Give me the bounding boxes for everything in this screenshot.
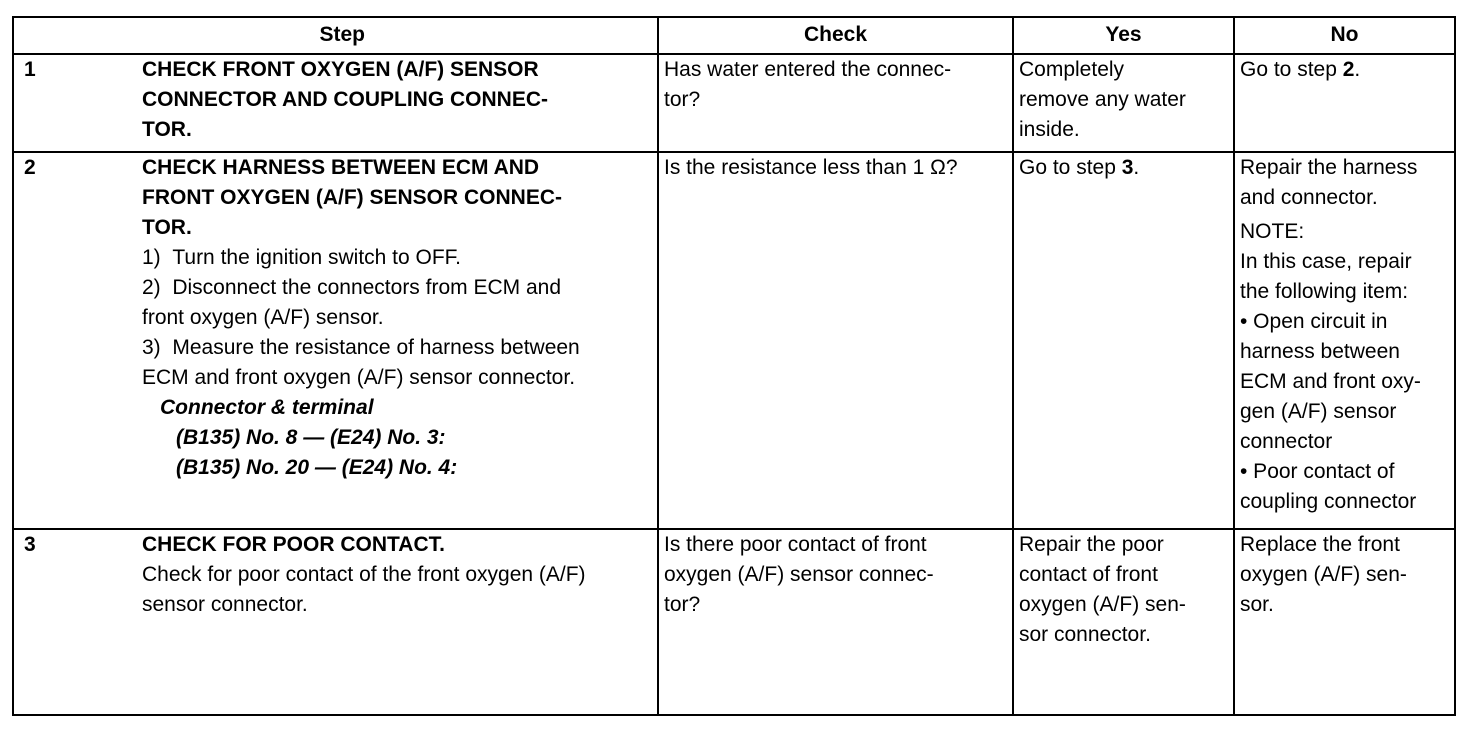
- table-row: [13, 152, 1455, 529]
- note-label: NOTE:: [1240, 220, 1305, 243]
- note-line: In this case, repair: [1240, 250, 1412, 273]
- no-text-line: [1240, 55, 1449, 85]
- note-line: • Poor contact of: [1240, 460, 1395, 483]
- step-number: 1: [24, 58, 36, 81]
- instruction-line: 2) Disconnect the connectors from ECM and: [142, 276, 562, 299]
- header-row: [13, 17, 1455, 54]
- instruction-line: sensor connector.: [142, 593, 308, 616]
- diagnostic-table: [12, 16, 1456, 716]
- header-check: Check: [658, 17, 1013, 54]
- no-text-line: Repair the harness: [1240, 156, 1418, 179]
- step-reference: 3: [1121, 156, 1134, 179]
- instruction-line: ECM and front oxygen (A/F) sensor connector.: [142, 366, 576, 389]
- step-number: 2: [24, 156, 36, 179]
- connector-terminal-line: (B135) No. 20 — (E24) No. 4:: [176, 456, 458, 479]
- table-row: [13, 54, 1455, 152]
- instruction-line: 1) Turn the ignition switch to OFF.: [142, 246, 462, 269]
- yes-text-line: contact of front: [1019, 563, 1158, 586]
- step-title-line: TOR.: [142, 118, 192, 141]
- step-title-line: TOR.: [142, 216, 192, 239]
- instruction-line: Check for poor contact of the front oxygen (A/F): [142, 563, 586, 586]
- check-text-line: Is the resistance less than 1 Ω?: [664, 156, 958, 179]
- note-line: ECM and front oxy-: [1240, 370, 1421, 393]
- no-text-prefix: Go to step: [1240, 58, 1343, 81]
- note-line: coupling connector: [1240, 490, 1417, 513]
- no-text-line: oxygen (A/F) sen-: [1240, 563, 1407, 586]
- step-title-line: CHECK FRONT OXYGEN (A/F) SENSOR: [142, 58, 539, 81]
- connector-terminal-line: (B135) No. 8 — (E24) No. 3:: [176, 426, 446, 449]
- note-line: gen (A/F) sensor: [1240, 400, 1397, 423]
- check-text-line: Is there poor contact of front: [664, 533, 927, 556]
- step-cell: [13, 54, 658, 152]
- no-cell: [1234, 529, 1455, 715]
- step-title-line: FRONT OXYGEN (A/F) SENSOR CONNEC-: [142, 186, 563, 209]
- note-line: the following item:: [1240, 280, 1409, 303]
- yes-text-line: Repair the poor: [1019, 533, 1164, 556]
- check-text-line: tor?: [664, 593, 701, 616]
- table-row: [13, 529, 1455, 715]
- step-title-line: CONNECTOR AND COUPLING CONNEC-: [142, 88, 549, 111]
- no-cell: [1234, 152, 1455, 529]
- step-reference: 2: [1342, 58, 1355, 81]
- step-cell: [13, 152, 658, 529]
- check-text-line: Has water entered the connec-: [664, 58, 952, 81]
- yes-text-prefix: Go to step: [1019, 156, 1122, 179]
- check-cell: [658, 529, 1013, 715]
- yes-text-line: remove any water: [1019, 88, 1186, 111]
- yes-cell: [1013, 54, 1234, 152]
- no-cell: [1234, 54, 1455, 152]
- note-line: connector: [1240, 430, 1333, 453]
- no-text-suffix: .: [1354, 58, 1361, 81]
- step-cell: [13, 529, 658, 715]
- note-line: • Open circuit in: [1240, 310, 1388, 333]
- no-text-line: sor.: [1240, 593, 1274, 616]
- yes-text-line: oxygen (A/F) sen-: [1019, 593, 1186, 616]
- step-title-line: CHECK HARNESS BETWEEN ECM AND: [142, 156, 540, 179]
- yes-text-line: inside.: [1019, 118, 1080, 141]
- check-text-line: oxygen (A/F) sensor connec-: [664, 563, 934, 586]
- yes-cell: [1013, 152, 1234, 529]
- yes-cell: [1013, 529, 1234, 715]
- no-text-line: Replace the front: [1240, 533, 1400, 556]
- check-cell: [658, 152, 1013, 529]
- yes-text-line: Completely: [1019, 58, 1125, 81]
- header-yes: Yes: [1013, 17, 1234, 54]
- check-cell: [658, 54, 1013, 152]
- connector-title: Connector & terminal: [160, 396, 374, 419]
- note-line: harness between: [1240, 340, 1400, 363]
- instruction-line: 3) Measure the resistance of harness between: [142, 336, 580, 359]
- yes-text-line: sor connector.: [1019, 623, 1151, 646]
- no-text-line: and connector.: [1240, 186, 1378, 209]
- instruction-line: front oxygen (A/F) sensor.: [142, 306, 384, 329]
- header-step: Step: [13, 17, 658, 54]
- yes-text-suffix: .: [1133, 156, 1140, 179]
- header-no: No: [1234, 17, 1455, 54]
- step-number: 3: [24, 533, 36, 556]
- yes-text-line: [1019, 153, 1228, 183]
- step-title-line: CHECK FOR POOR CONTACT.: [142, 533, 445, 556]
- check-text-line: tor?: [664, 88, 701, 111]
